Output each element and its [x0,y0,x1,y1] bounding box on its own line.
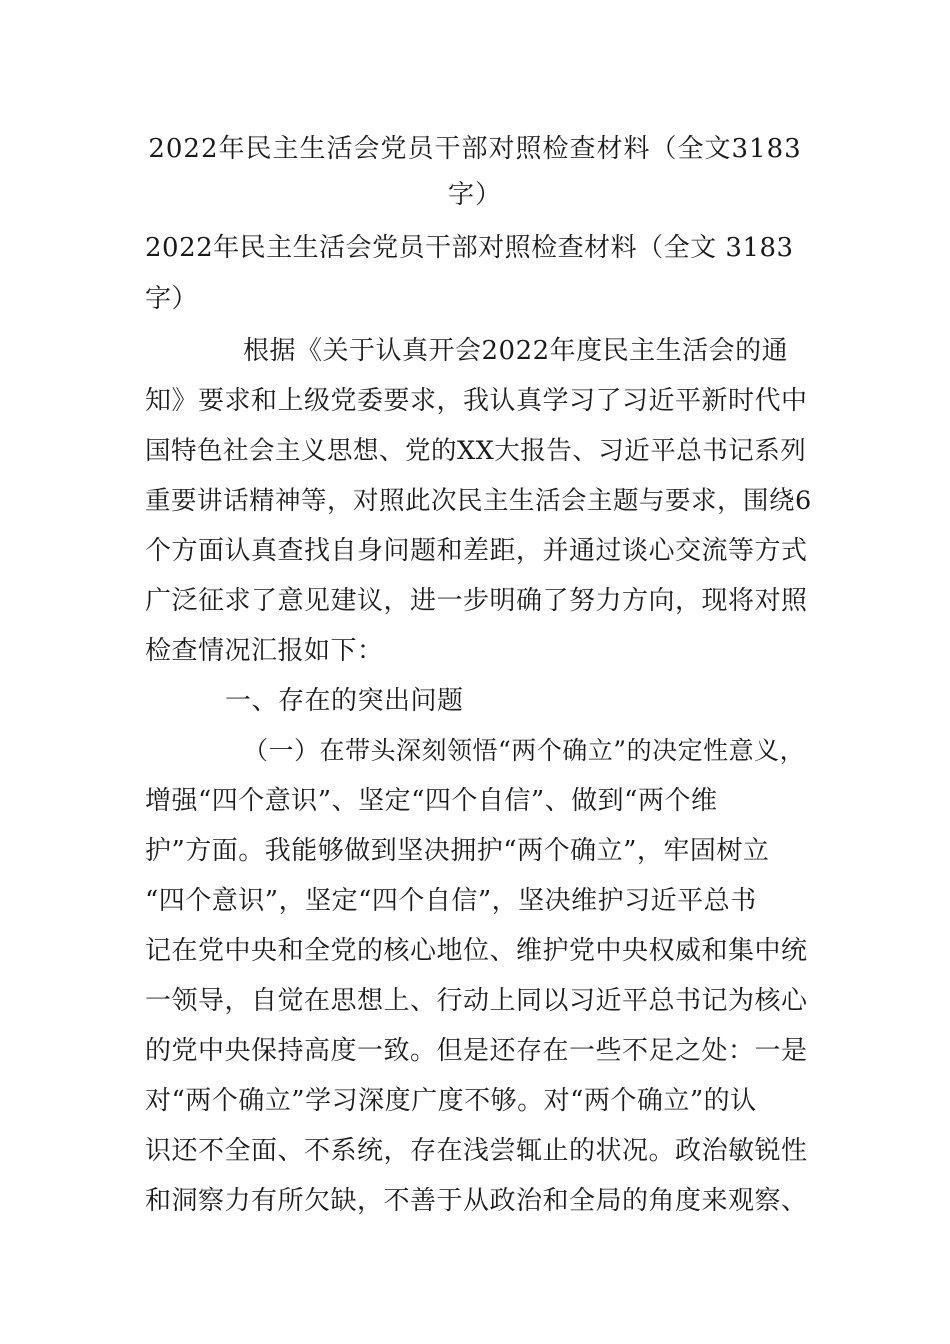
body-line: 记在党中央和全党的核心地位、维护党中央权威和集中统 [145,936,808,966]
title-line-1: 2022年民主生活会党员干部对照检查材料（全文3183 [148,134,802,164]
body-line: 增强“四个意识”、坚定“四个自信”、做到“两个维 [145,786,718,816]
body-line: （一）在带头深刻领悟“两个确立”的决定性意义， [243,736,806,765]
body-line: 的党中央保持高度一致。但是还存在一些不足之处：一是 [145,1036,808,1066]
body-line: 识还不全面、不系统，存在浅尝辄止的状况。政治敏锐性 [145,1136,808,1166]
body-line: 护”方面。我能够做到坚决拥护“两个确立”，牢固树立 [145,836,770,866]
section-heading: 一、存在的突出问题 [225,686,464,716]
subtitle-line-2: 字） [145,284,199,314]
body-line: “四个意识”，坚定“四个自信”，坚决维护习近平总书 [145,886,757,916]
body-line: 广泛征求了意见建议，进一步明确了努力方向，现将对照 [145,586,808,616]
body-line: 个方面认真查找自身问题和差距，并通过谈心交流等方式 [145,536,808,566]
body-line: 国特色社会主义思想、党的XX大报告、习近平总书记系列 [145,436,807,466]
body-line: 重要讲话精神等，对照此次民主生活会主题与要求，围绕6 [145,486,812,516]
title-line-2: 字） [447,180,502,210]
body-line: 检查情况汇报如下： [145,636,384,666]
body-line: 知》要求和上级党委要求，我认真学习了习近平新时代中 [145,386,808,416]
body-line: 和洞察力有所欠缺，不善于从政治和全局的角度来观察、 [145,1186,808,1216]
document-title [130,126,820,218]
subtitle-line-1: 2022年民主生活会党员干部对照检查材料（全文 3183 [145,233,794,263]
body-line: 对“两个确立”学习深度广度不够。对“两个确立”的认 [145,1086,757,1116]
body-line: 一领导，自觉在思想上、行动上同以习近平总书记为核心 [145,986,808,1016]
body-line: 根据《关于认真开会2022年度民主生活会的通 [243,336,789,366]
